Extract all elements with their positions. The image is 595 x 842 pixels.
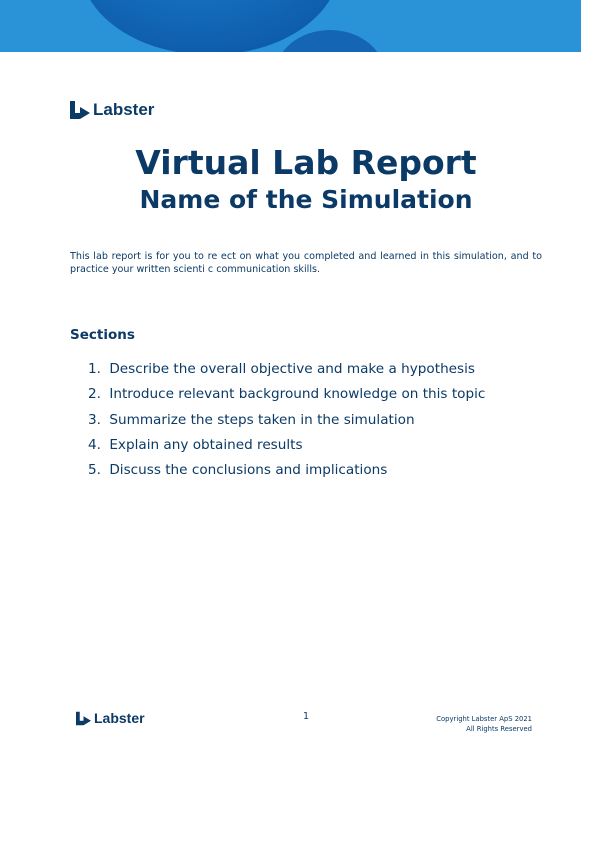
list-item	[88, 460, 485, 485]
decorative-shapes	[0, 0, 581, 52]
page-number: 1	[302, 711, 310, 722]
list-item-text: Explain any obtained results	[109, 436, 303, 453]
list-item-number: 3.	[88, 411, 101, 428]
footer-logo	[76, 710, 145, 726]
list-item-number: 1.	[88, 361, 101, 377]
report-subtitle: Name of the Simulation	[139, 185, 473, 214]
list-item	[88, 435, 485, 460]
list-item	[88, 384, 485, 409]
list-item	[88, 359, 485, 384]
list-item-text: Summarize the steps taken in the simulation	[109, 411, 415, 428]
labster-logo-icon	[76, 711, 91, 726]
list-item-number: 5.	[88, 462, 101, 479]
copyright-notice	[380, 714, 532, 734]
footer-logo-text: Labster	[94, 710, 145, 726]
list-item	[88, 410, 485, 435]
list-item-text: Describe the overall objective and make a hypothesis	[109, 361, 475, 377]
list-item-text: Introduce relevant background knowledge on this topic	[109, 386, 486, 403]
labster-logo-icon	[70, 101, 90, 119]
intro-paragraph: This lab report is for you to re ect on what you completed and learned in this simulation, and to practice your written scienti c communication skills.	[70, 251, 542, 275]
sections-heading: Sections	[70, 327, 135, 343]
labster-logo	[70, 100, 154, 120]
logo-text: Labster	[93, 100, 155, 119]
header-banner	[0, 0, 581, 52]
report-title: Virtual Lab Report	[135, 143, 477, 182]
sections-list	[88, 359, 485, 485]
list-item-number: 4.	[88, 436, 101, 453]
rights-line: All Rights Reserved	[466, 725, 532, 733]
copyright-line: Copyright Labster ApS 2021	[436, 715, 532, 723]
list-item-number: 2.	[88, 386, 101, 403]
list-item-text: Discuss the conclusions and implications	[109, 462, 388, 479]
